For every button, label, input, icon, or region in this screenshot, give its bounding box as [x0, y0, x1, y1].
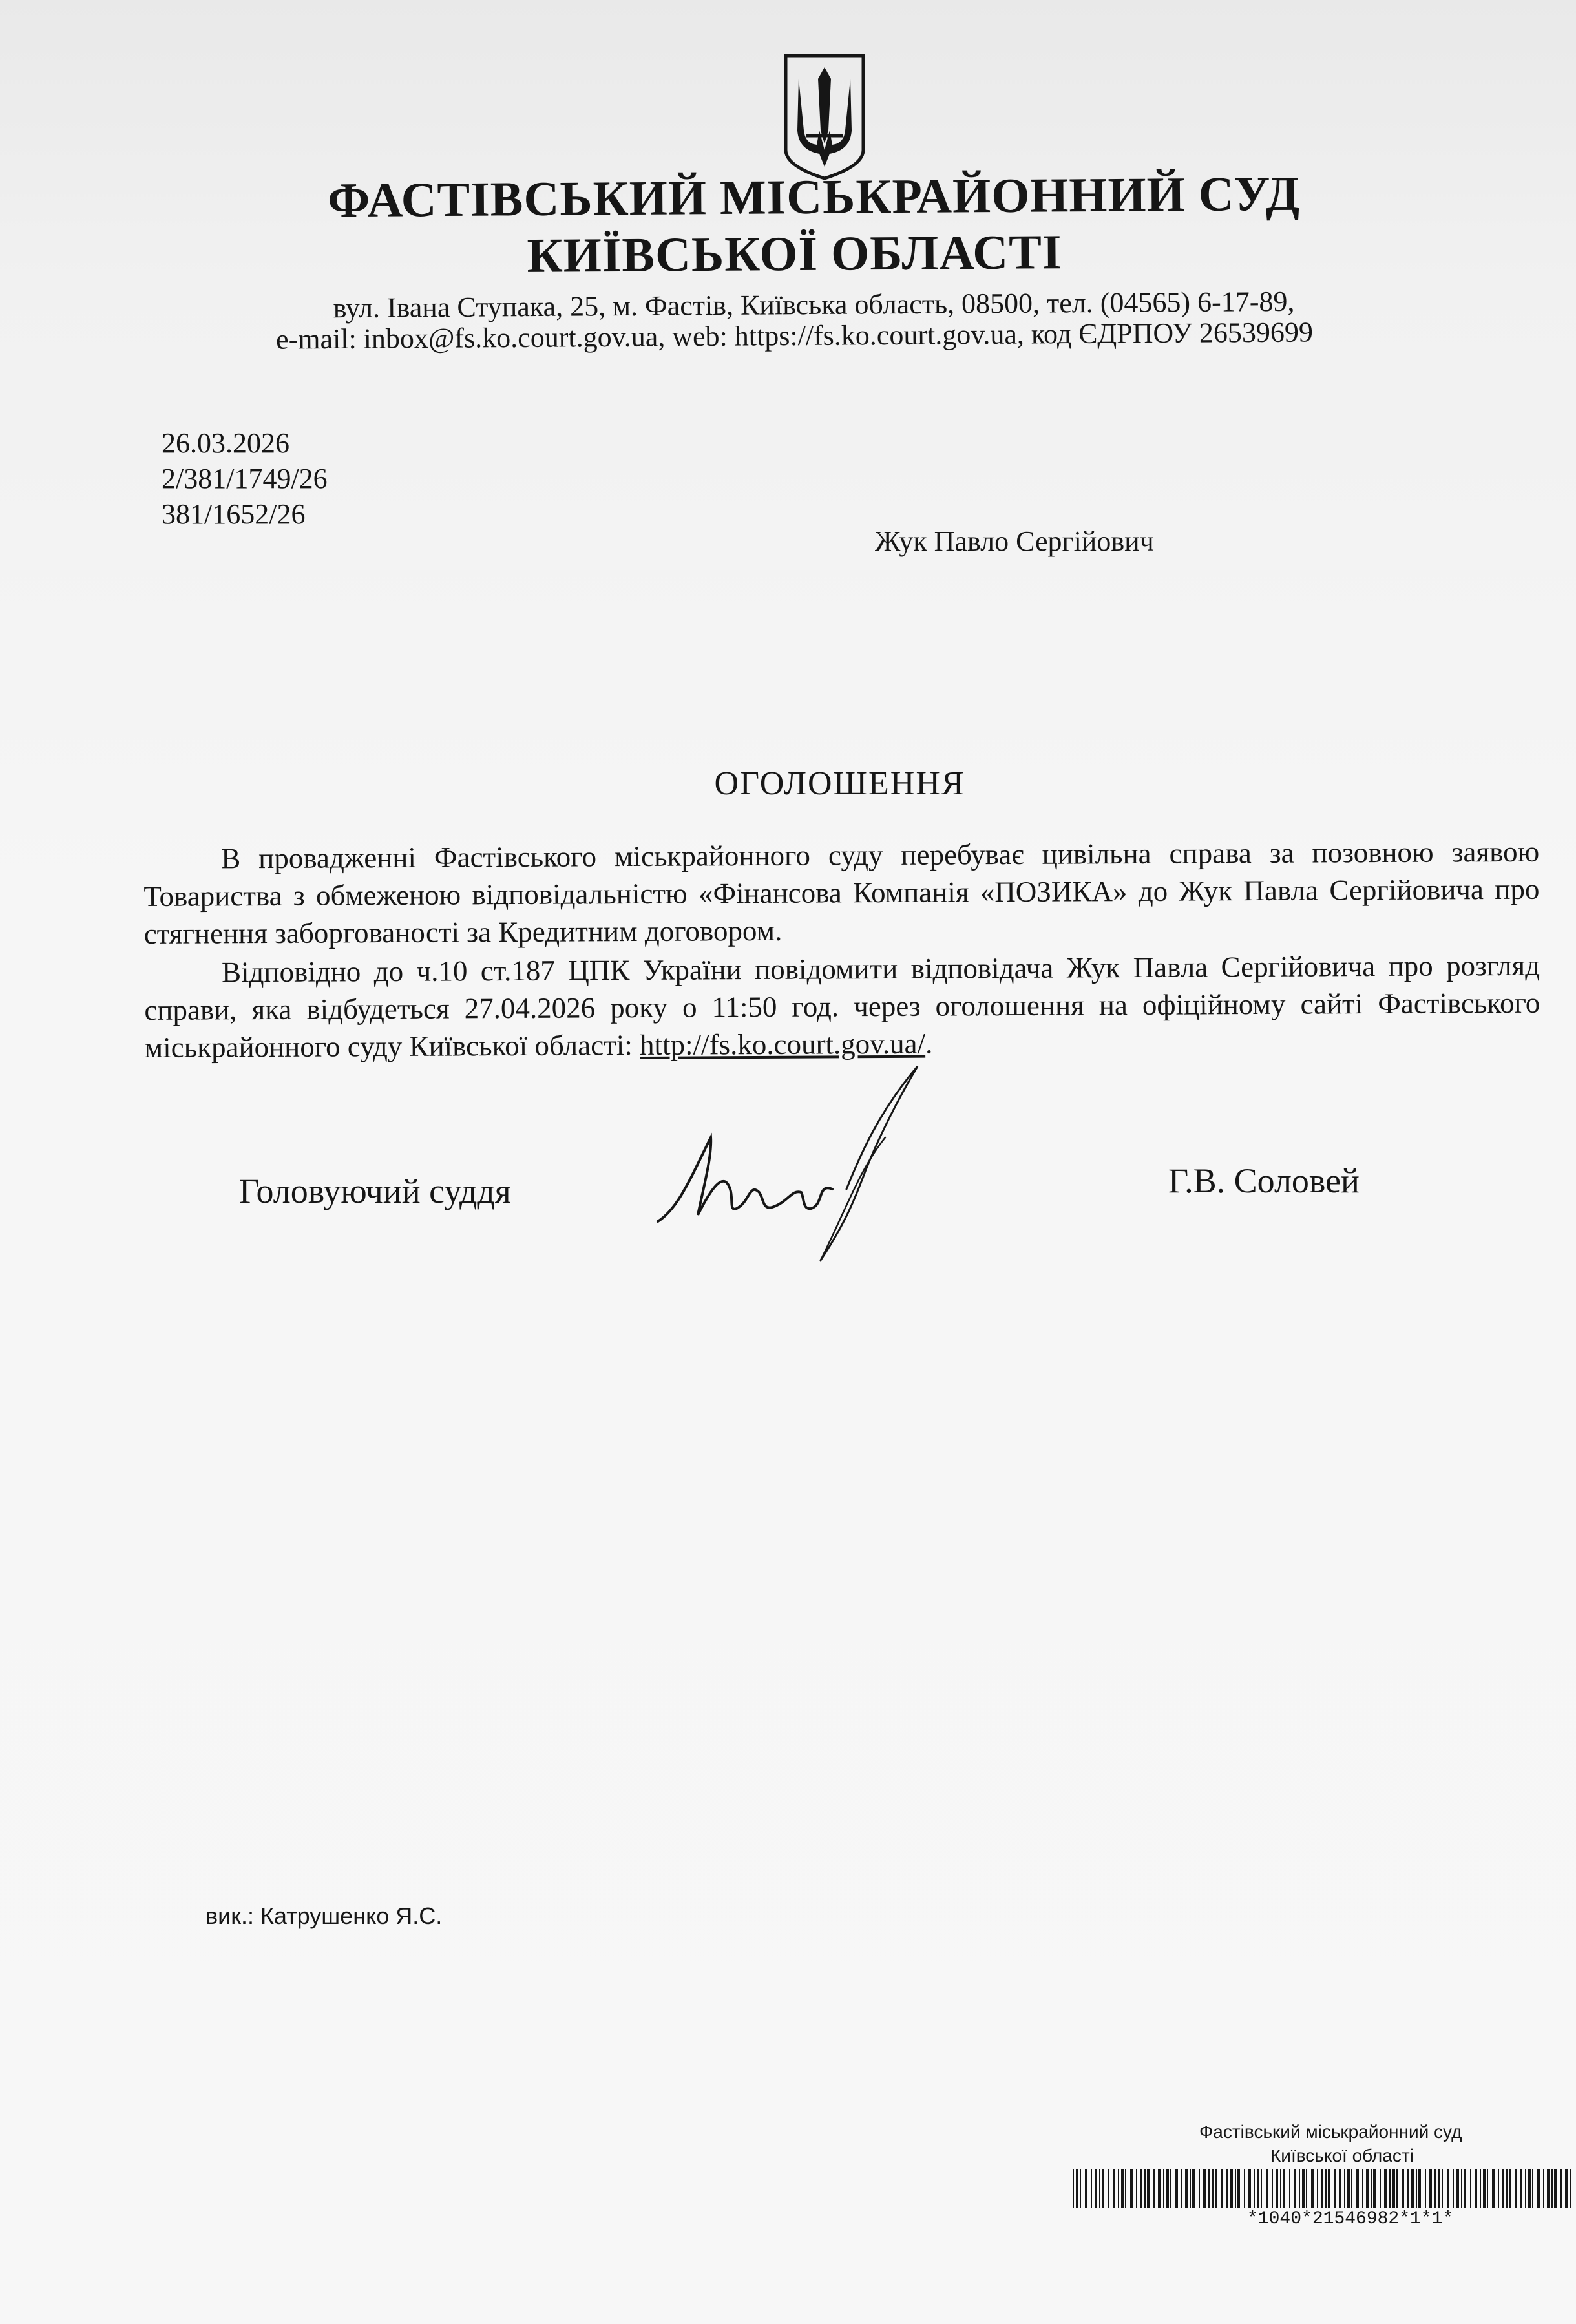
document-date: 26.03.2026 [162, 427, 289, 459]
court-website-link[interactable]: http://fs.ko.court.gov.ua/ [639, 1027, 926, 1061]
handwritten-signature-icon [653, 1060, 937, 1267]
stamp-region: Київської області [1270, 2146, 1414, 2166]
body-paragraph-2-text: Відповідно до ч.10 ст.187 ЦПК України повідомити відповідача Жук Павла Сергійовича про розгляд справи, яка відбудеться 27.04.2026 року о 11:50 год. через оголошення на офіційному сайті Фастівського міськрайонного суду Київської області: [144, 949, 1540, 1064]
judge-role-label: Головуючий суддя [239, 1172, 511, 1210]
trident-emblem-icon [781, 53, 868, 181]
recipient-name: Жук Павло Сергійович [875, 525, 1154, 557]
announcement-body [143, 833, 1540, 1066]
judge-name: Г.В. Соловей [1168, 1161, 1360, 1200]
case-number: 2/381/1749/26 [162, 463, 328, 494]
court-name-line1: ФАСТІВСЬКИЙ МІСЬКРАЙОННИЙ СУД [327, 166, 1301, 228]
court-name-line2: КИЇВСЬКОЇ ОБЛАСТІ [527, 225, 1062, 283]
body-paragraph-1: В провадженні Фастівського міськрайонного суду перебуває цивільна справа за позовною заявою Товариства з обмеженою відповідальністю «Фінансова Компанія «ПОЗИКА» до Жук Павла Сергійовича про стягнення заборгованості за Кредитним договором. [143, 835, 1540, 950]
body-paragraph-2-end: . [925, 1027, 933, 1060]
court-address: вул. Івана Ступака, 25, м. Фастів, Київська область, 08500, тел. (04565) 6-17-89, [333, 285, 1295, 324]
body-paragraph-2 [144, 947, 1540, 1066]
barcode-icon [1073, 2169, 1576, 2208]
document-title: ОГОЛОШЕННЯ [714, 765, 965, 802]
outgoing-number: 381/1652/26 [162, 498, 306, 530]
executor-note: вик.: Катрушенко Я.С. [205, 1903, 443, 1929]
barcode-number: *1040*21546982*1*1* [1247, 2209, 1454, 2229]
court-contacts: e-mail: inbox@fs.ko.court.gov.ua, web: https://fs.ko.court.gov.ua, код ЄДРПОУ 26539699 [275, 316, 1314, 355]
stamp-court-name: Фастівський міськрайонний суд [1199, 2122, 1462, 2142]
